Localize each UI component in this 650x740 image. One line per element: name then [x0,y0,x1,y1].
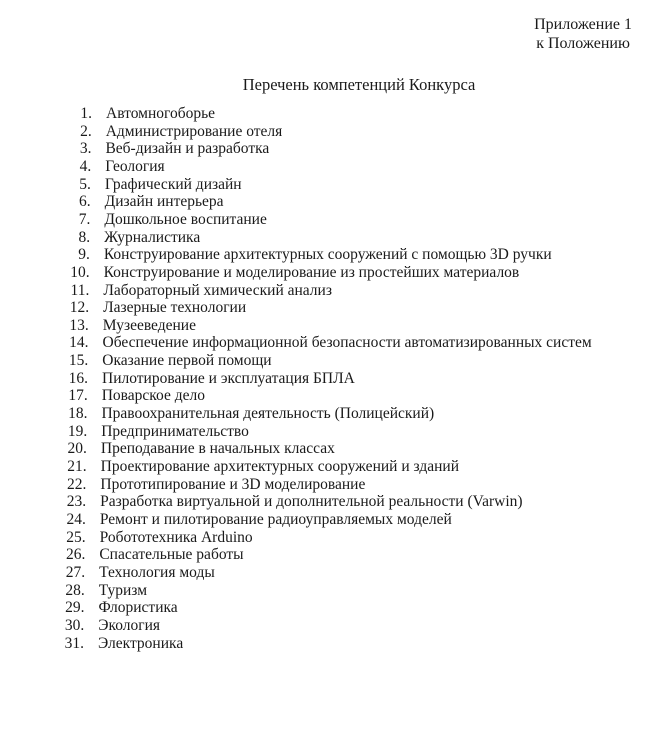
list-item-number: 14. [69,334,89,352]
list-item-number: 20. [67,440,87,458]
list-item-number: 17. [68,387,88,405]
list-item-label: Конструирование архитектурных сооружений с помощью 3D ручки [103,246,552,264]
list-item-number: 12. [69,299,90,317]
list-item-number: 3. [79,140,92,158]
list-item-number: 24. [66,510,86,528]
list-item-label: Геология [105,157,165,175]
list-item-label: Робототехника Arduino [99,528,253,546]
list-item-label: Лабораторный химический анализ [103,281,332,299]
list-item-number: 19. [67,422,88,440]
list-item-number: 7. [78,210,91,228]
list-item-label: Правоохранительная деятельность (Полицейский) [101,405,435,423]
list-item-label: Проектирование архитектурных сооружений и зданий [100,458,459,475]
list-item-label: Экология [98,616,161,634]
list-item-label: Автомногоборье [106,105,216,122]
list-item-label: Ремонт и пилотирование радиоуправляемых моделей [99,510,452,528]
list-item-label: Администрирование отеля [105,122,283,140]
list-item-number: 10. [70,263,90,281]
list-item-label: Графический дизайн [104,175,242,193]
list-item-number: 1. [80,105,92,122]
list-item-number: 30. [64,616,85,634]
list-item-number: 23. [66,493,87,511]
list-item-number: 2. [80,122,92,140]
list-item-number: 31. [64,634,84,652]
list-item-number: 13. [69,316,89,334]
list-item-number: 9. [78,246,90,264]
list-item-number: 21. [67,458,87,475]
list-item-number: 6. [79,193,91,211]
list-item-number: 11. [70,281,90,299]
list-item-number: 25. [66,528,86,546]
list-item-label: Разработка виртуальной и дополнительной реальности (Varwin) [100,493,523,511]
list-item-number: 8. [78,228,91,246]
list-item-label: Конструирование и моделирование из простейших материалов [103,263,520,281]
list-item-number: 18. [68,405,88,423]
list-item-number: 5. [79,175,91,193]
list-item-label: Преподавание в начальных классах [100,440,335,458]
list-item-number: 16. [68,369,88,387]
list-item-label: Дизайн интерьера [104,193,224,211]
list-item-number: 26. [65,546,86,564]
list-item-label: Журналистика [104,228,201,246]
list-item-number: 29. [65,599,85,617]
appendix-line-1: Приложение 1 [534,16,632,33]
list-item-number: 28. [65,581,85,599]
list-item-label: Музееведение [102,316,196,334]
list-item-number: 27. [65,563,86,581]
list-item-label: Лазерные технологии [103,299,247,317]
appendix-line-2: к Положению [536,35,630,52]
list-item-label: Туризм [98,581,147,599]
list-item-label: Дошкольное воспитание [104,210,267,228]
list-item-label: Оказание первой помощи [102,352,272,370]
list-item-number: 22. [67,475,87,493]
list-item-label: Веб-дизайн и разработка [105,140,270,158]
list-item-number: 15. [68,352,89,370]
list-item-label: Предпринимательство [101,422,249,440]
list-item-label: Технология моды [99,563,215,581]
list-item-label: Прототипирование и 3D моделирование [100,475,366,493]
list-item-label: Поварское дело [101,387,205,405]
list-item-label: Электроника [98,634,184,652]
list-item-number: 4. [79,157,92,175]
list-item-label: Пилотирование и эксплуатация БПЛА [102,369,355,387]
list-item-label: Спасательные работы [99,546,244,564]
list-item-label: Флористика [98,599,178,617]
appendix-header [534,15,632,53]
list-item-label: Обеспечение информационной безопасности автоматизированных систем [102,334,592,352]
document-title: Перечень компетенций Конкурса [242,75,476,94]
